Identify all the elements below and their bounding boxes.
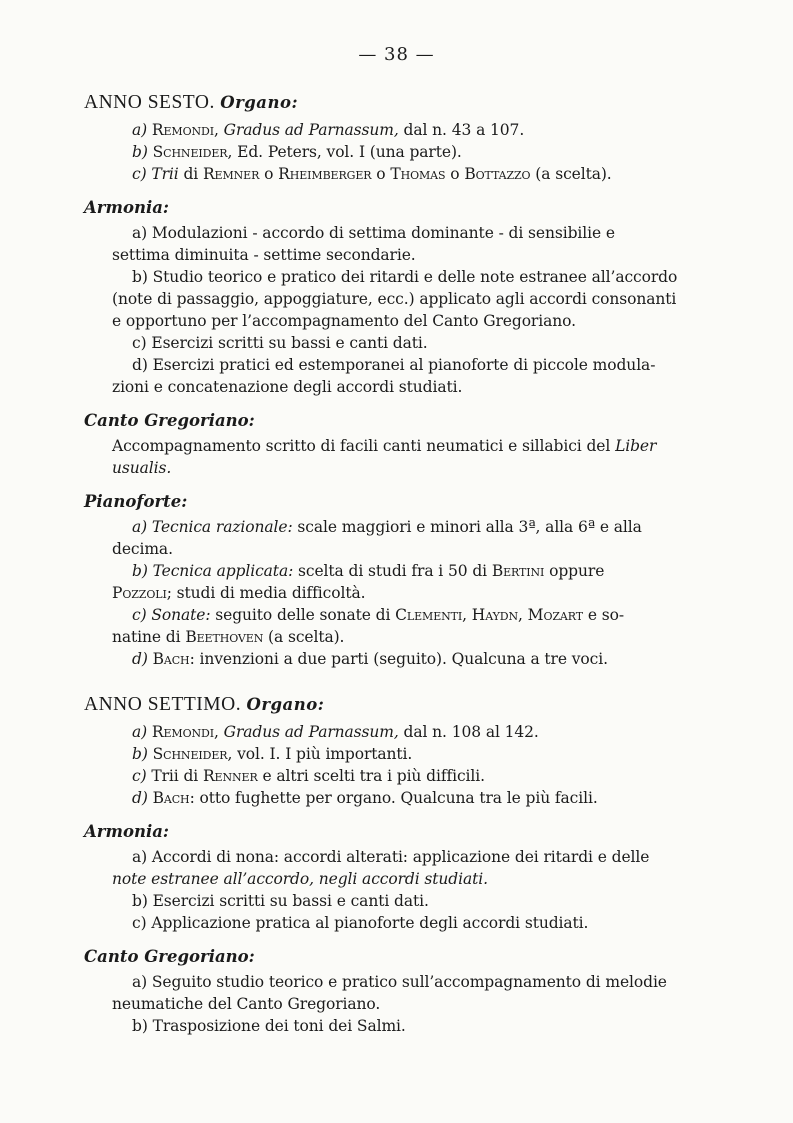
year7-organo-d <box>84 787 724 809</box>
year6-piano-a-line1 <box>84 516 724 538</box>
topic-label: Tecnica razionale: <box>151 518 293 536</box>
year6-piano-b-line2 <box>84 582 724 604</box>
year6-armonia-d-line2: zioni e concatenazione degli accordi studiati. <box>112 378 463 396</box>
item-text: o <box>259 165 279 183</box>
marker: b) <box>132 143 148 161</box>
item-text: : invenzioni a due parti (seguito). Qualcuna a tre voci. <box>189 650 608 668</box>
year6-armonia-a-line1: a) Modulazioni - accordo di settima dominante - di sensibilie e <box>132 224 615 242</box>
section-spacer <box>84 670 724 694</box>
item-text: e altri scelti tra i più difficili. <box>257 767 485 785</box>
year6-armonia-b-line3: e opportuno per l’accompagnamento del Canto Gregoriano. <box>112 312 576 330</box>
author: Remondi, <box>151 723 219 741</box>
author: Bach <box>152 650 190 668</box>
marker: c) <box>132 606 147 624</box>
marker: a) <box>132 121 148 139</box>
year-six-heading <box>84 92 724 114</box>
item-text: scelta di studi fra i 50 di <box>293 562 492 580</box>
year7-armonia-heading: Armonia: <box>84 822 170 841</box>
author: Rheimberger <box>278 165 372 183</box>
marker: a) <box>132 518 148 536</box>
marker: d) <box>132 789 148 807</box>
item-text: o <box>445 165 465 183</box>
year7-armonia-c-line1: c) Applicazione pratica al pianoforte degli accordi studiati. <box>132 914 589 932</box>
author: Pozzoli <box>112 584 167 602</box>
year6-piano-a-line2: decima. <box>112 540 173 558</box>
year6-piano-c-line2 <box>84 626 724 648</box>
author: Haydn, <box>466 606 523 624</box>
year7-organo-a <box>84 721 724 743</box>
item-text: scale maggiori e minori alla 3ª, alla 6ª e alla <box>292 518 642 536</box>
year7-canto-heading: Canto Gregoriano: <box>84 947 255 966</box>
topic-label: Sonate: <box>151 606 211 624</box>
year6-armonia-d-line1: d) Esercizi pratici ed estemporanei al pianoforte di piccole modula- <box>132 356 656 374</box>
item-text: Ed. Peters, vol. I (una parte). <box>232 143 462 161</box>
author: Renner <box>202 767 258 785</box>
author: Schneider, <box>152 745 233 763</box>
marker: c) <box>132 165 147 183</box>
item-text: dal n. 108 al 142. <box>398 723 539 741</box>
item-text: natine di <box>112 628 186 646</box>
marker: b) <box>132 562 148 580</box>
item-text: dal n. 43 a 107. <box>398 121 525 139</box>
year7-armonia-a-line1: a) Accordi di nona: accordi alterati: applicazione dei ritardi e delle <box>132 848 650 866</box>
item-text: ; studi di media difficoltà. <box>166 584 366 602</box>
item-text: seguito delle sonate di <box>210 606 396 624</box>
year7-canto-b-line1: b) Trasposizione dei toni dei Salmi. <box>132 1017 406 1035</box>
year-seven-heading <box>84 694 724 716</box>
year6-piano-d-line1 <box>84 648 724 670</box>
year6-armonia-heading: Armonia: <box>84 198 170 217</box>
year6-armonia-a-line2: settima diminuita - settime secondarie. <box>112 246 416 264</box>
author: Bach <box>152 789 190 807</box>
item-text: di <box>178 165 203 183</box>
item-text: oppure <box>544 562 605 580</box>
year6-armonia-b-line1: b) Studio teorico e pratico dei ritardi e delle note estranee all’accordo <box>132 268 678 286</box>
page-number: — 38 — <box>358 44 435 65</box>
year6-piano-heading: Pianoforte: <box>84 492 188 511</box>
year7-armonia-a-line2: note estranee all’accordo, negli accordi studiati. <box>112 870 488 888</box>
item-text: (a scelta). <box>263 628 345 646</box>
item-text: vol. I. I più importanti. <box>232 745 413 763</box>
item-text: o <box>371 165 391 183</box>
year6-piano-b-line1 <box>84 560 724 582</box>
year6-canto-line1 <box>84 435 724 457</box>
year-seven-organo-heading: Organo: <box>246 695 325 714</box>
year6-canto-heading: Canto Gregoriano: <box>84 411 255 430</box>
item-text: e so- <box>583 606 624 624</box>
marker: c) <box>132 767 147 785</box>
work-title: Gradus ad Parnassum, <box>223 121 399 139</box>
year6-organo-a <box>84 119 724 141</box>
item-text: Accompagnamento scritto di facili canti neumatici e sillabici del <box>112 437 616 455</box>
year7-organo-b <box>84 743 724 765</box>
author: Bottazzo <box>464 165 531 183</box>
author: Remondi, <box>151 121 219 139</box>
item-text: (a scelta). <box>530 165 612 183</box>
year6-piano-c-line1 <box>84 604 724 626</box>
marker: b) <box>132 745 148 763</box>
author: Thomas <box>390 165 446 183</box>
year6-canto-line2: usualis. <box>112 459 172 477</box>
year6-organo-c <box>84 163 724 185</box>
marker: d) <box>132 650 148 668</box>
year7-organo-c <box>84 765 724 787</box>
topic-label: Tecnica applicata: <box>152 562 294 580</box>
year6-armonia-b-line2: (note di passaggio, appoggiature, ecc.) applicato agli accordi consonanti <box>112 290 677 308</box>
author: Mozart <box>522 606 583 624</box>
year7-canto-a-line1: a) Seguito studio teorico e pratico sull’accompagnamento di melodie <box>132 973 667 991</box>
year6-armonia-c-line1: c) Esercizi scritti su bassi e canti dati. <box>132 334 428 352</box>
author: Clementi, <box>395 606 467 624</box>
item-text: Trii di <box>151 767 203 785</box>
work-title: Liber <box>615 437 657 455</box>
author: Beethoven <box>185 628 264 646</box>
year-six-organo-heading: Organo: <box>220 93 299 112</box>
year6-organo-b <box>84 141 724 163</box>
page-body <box>84 92 724 1037</box>
item-text: : otto fughette per organo. Qualcuna tra le più facili. <box>189 789 598 807</box>
work-title: Gradus ad Parnassum, <box>223 723 399 741</box>
year-seven-title: ANNO SETTIMO. <box>84 694 242 715</box>
work-title: Trii <box>151 165 179 183</box>
year7-armonia-b-line1: b) Esercizi scritti su bassi e canti dati. <box>132 892 429 910</box>
year-six-title: ANNO SESTO. <box>84 92 215 113</box>
marker: a) <box>132 723 148 741</box>
year7-canto-a-line2: neumatiche del Canto Gregoriano. <box>112 995 381 1013</box>
author: Remner <box>202 165 260 183</box>
author: Schneider, <box>152 143 233 161</box>
author: Bertini <box>491 562 545 580</box>
